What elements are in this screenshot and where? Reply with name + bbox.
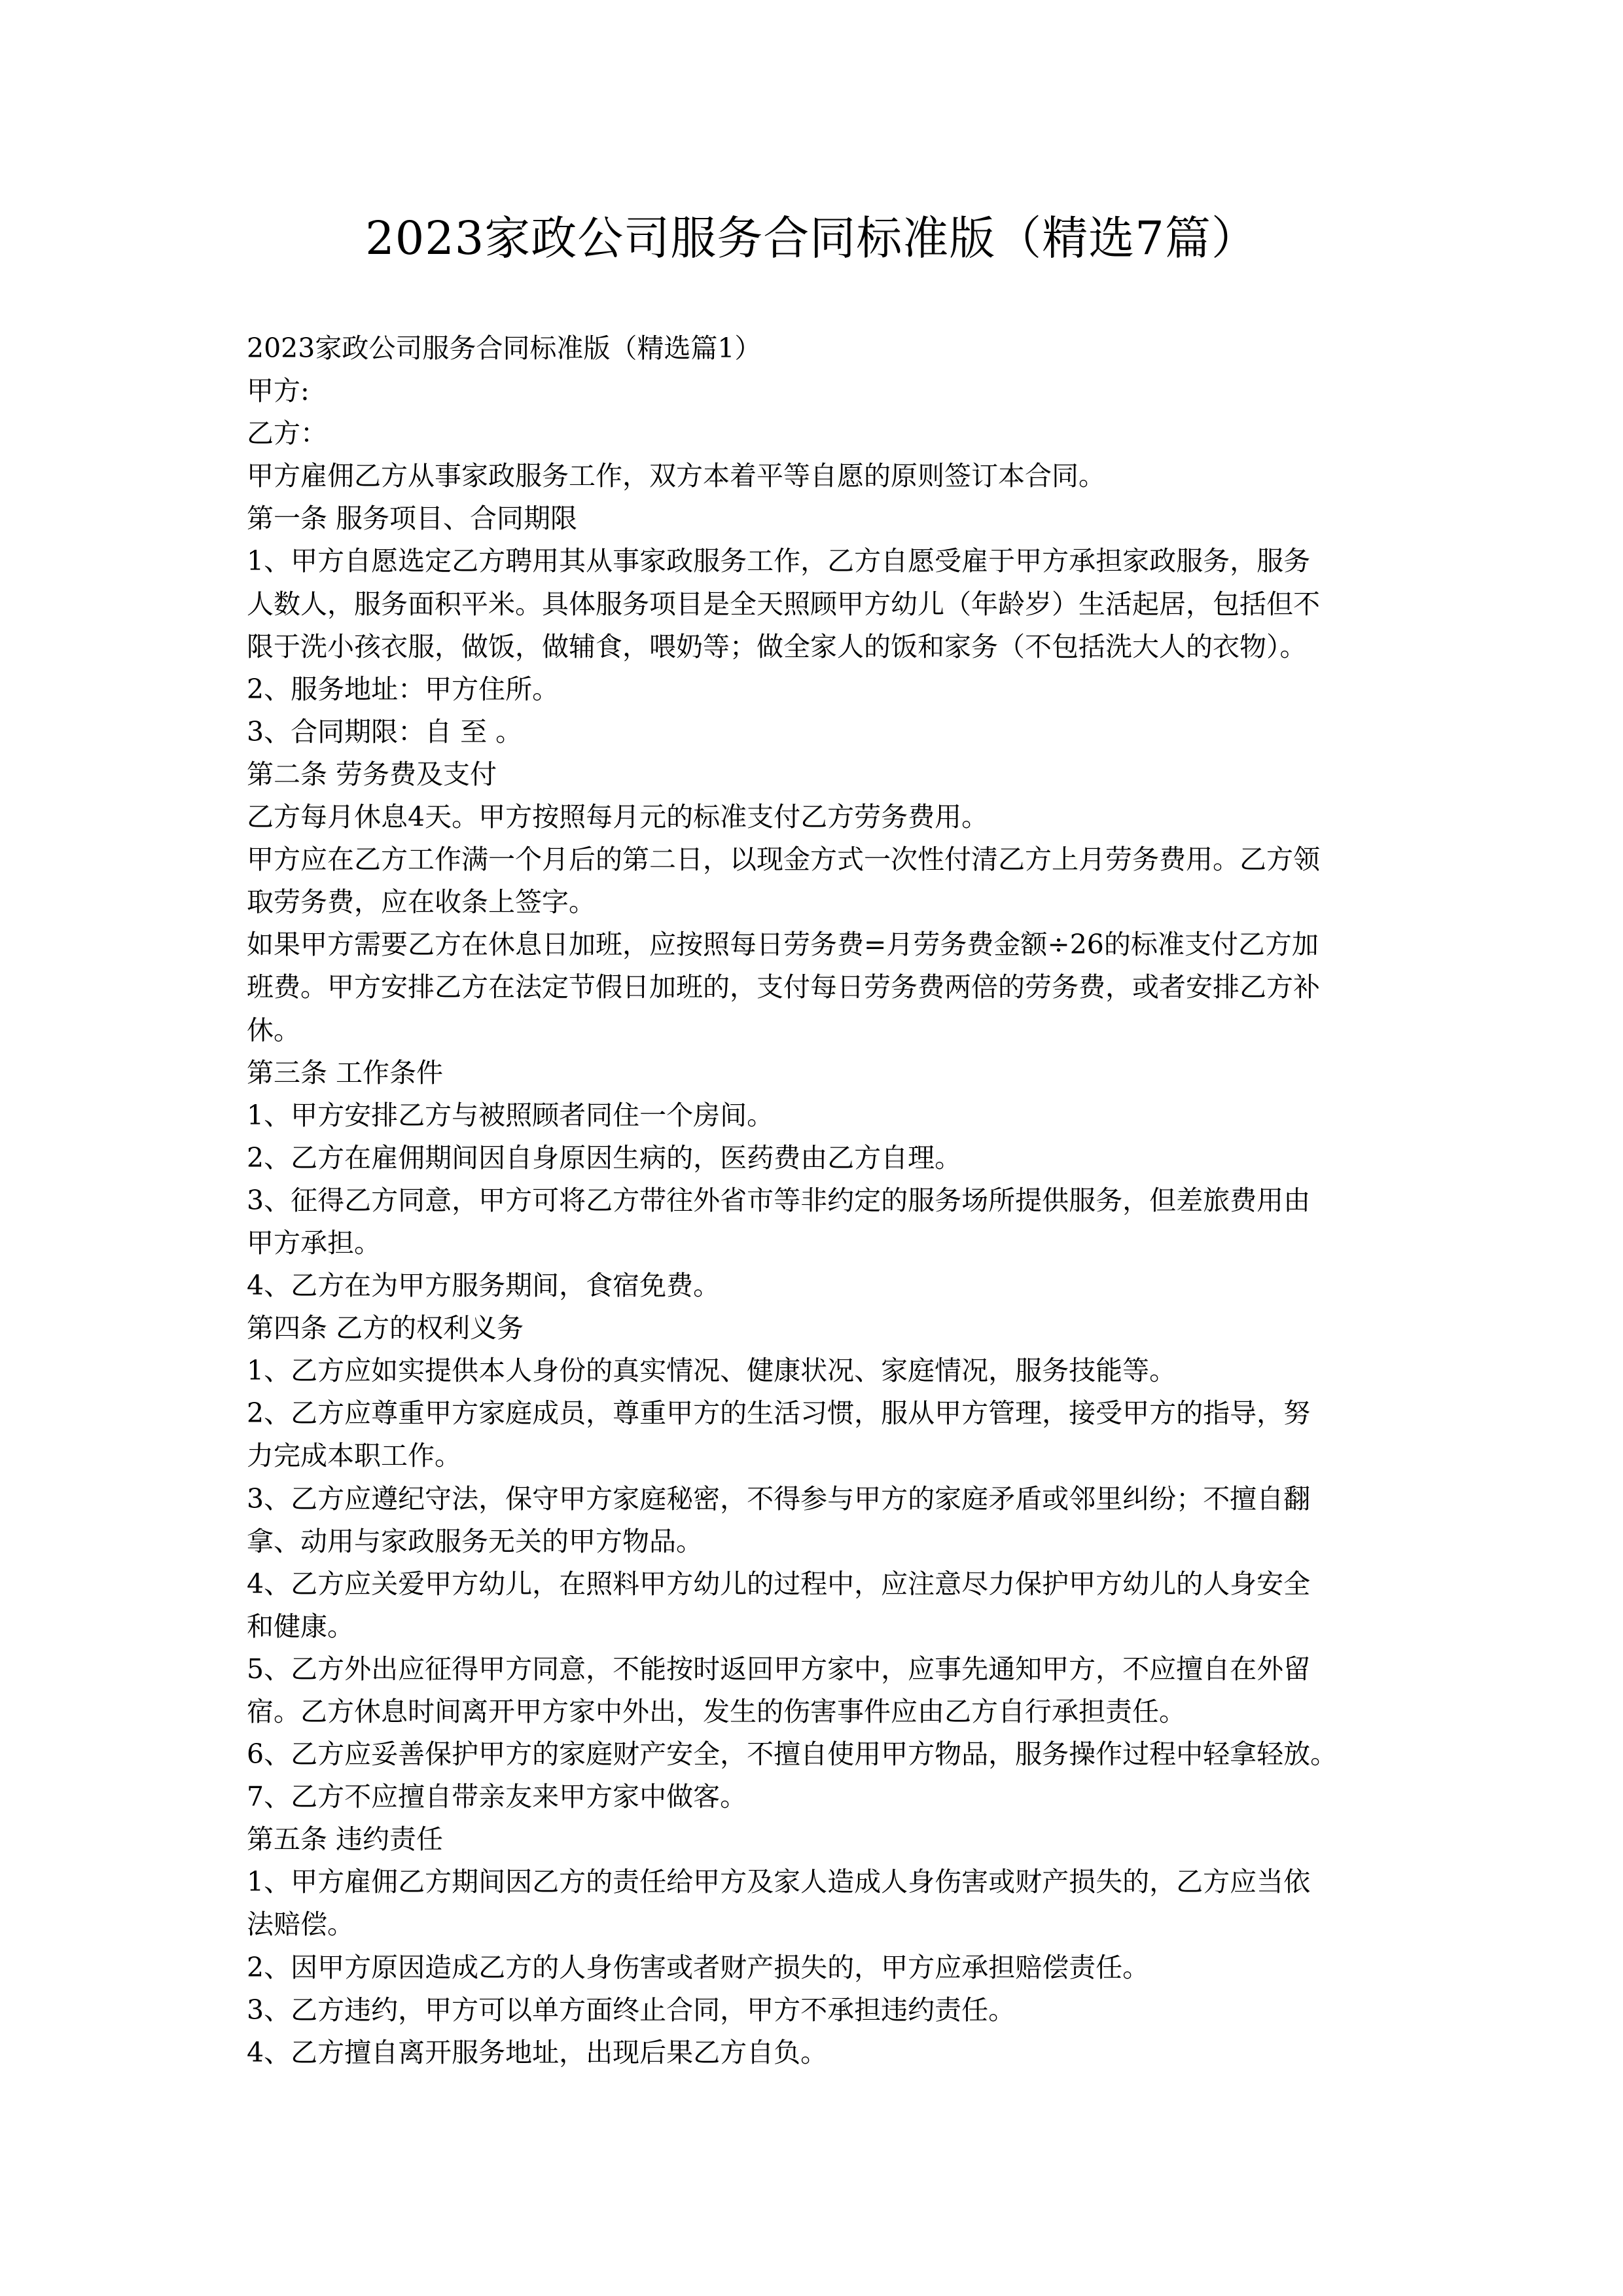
clause-line: 宿。乙方休息时间离开甲方家中外出，发生的伤害事件应由乙方自行承担责任。 (247, 1696, 1186, 1727)
document-body (247, 327, 1385, 2074)
clause-line: 2、乙方在雇佣期间因自身原因生病的，医药费由乙方自理。 (247, 1141, 962, 1174)
clause-4-5 (247, 1648, 1385, 1733)
clause-5-3 (247, 1989, 1385, 2032)
clause-4-2 (247, 1392, 1385, 1477)
clause-line: 休。 (247, 1014, 300, 1046)
article-3 (247, 1052, 1385, 1308)
clause-4-7 (247, 1776, 1385, 1818)
clause-3-1 (247, 1094, 1385, 1137)
clause-line: 2、乙方应尊重甲方家庭成员，尊重甲方的生活习惯，服从甲方管理，接受甲方的指导，努 (247, 1397, 1311, 1429)
clause-1-1 (247, 540, 1385, 668)
clause-line: 班费。甲方安排乙方在法定节假日加班的，支付每日劳务费两倍的劳务费，或者安排乙方补 (247, 971, 1320, 1003)
clause-line: 1、甲方雇佣乙方期间因乙方的责任给甲方及家人造成人身伤害或财产损失的，乙方应当依 (247, 1866, 1311, 1898)
article-2 (247, 753, 1385, 1052)
clause-line: 3、乙方违约，甲方可以单方面终止合同，甲方不承担违约责任。 (247, 1994, 1016, 2026)
clause-line: 4、乙方在为甲方服务期间，食宿免费。 (247, 1270, 721, 1302)
article-5 (247, 1818, 1385, 2074)
clause-5-1 (247, 1861, 1385, 1946)
clause-4-3 (247, 1478, 1385, 1563)
clause-line: 7、乙方不应擅自带亲友来甲方家中做客。 (247, 1781, 747, 1813)
clause-line: 4、乙方应关爱甲方幼儿，在照料甲方幼儿的过程中，应注意尽力保护甲方幼儿的人身安全 (247, 1568, 1311, 1600)
clause-4-1 (247, 1350, 1385, 1392)
article-heading: 第三条 工作条件 (247, 1056, 444, 1088)
clause-5-4 (247, 2032, 1385, 2074)
clause-line: 2、服务地址：甲方住所。 (247, 673, 560, 705)
clause-2-1 (247, 796, 1385, 838)
clause-5-2 (247, 1946, 1385, 1989)
clause-line: 4、乙方擅自离开服务地址，出现后果乙方自负。 (247, 2036, 828, 2068)
article-4 (247, 1307, 1385, 1818)
clause-line: 甲方承担。 (247, 1227, 381, 1259)
clause-3-2 (247, 1137, 1385, 1179)
clause-line: 1、甲方自愿选定乙方聘用其从事家政服务工作，乙方自愿受雇于甲方承担家政服务，服务 (247, 545, 1311, 577)
clause-line: 力完成本职工作。 (247, 1440, 461, 1472)
article-heading: 第四条 乙方的权利义务 (247, 1312, 524, 1344)
clause-line: 取劳务费，应在收条上签字。 (247, 886, 596, 918)
article-heading: 第一条 服务项目、合同期限 (247, 503, 578, 535)
article-heading: 第五条 违约责任 (247, 1823, 444, 1856)
clause-1-2 (247, 668, 1385, 711)
clause-line: 人数人，服务面积平米。具体服务项目是全天照顾甲方幼儿（年龄岁）生活起居，包括但不 (247, 588, 1320, 620)
clause-line: 限于洗小孩衣服，做饭，做辅食，喂奶等；做全家人的饭和家务（不包括洗大人的衣物）。 (247, 630, 1307, 662)
clause-line: 2、因甲方原因造成乙方的人身伤害或者财产损失的，甲方应承担赔偿责任。 (247, 1951, 1150, 1983)
section-subtitle: 2023家政公司服务合同标准版（精选篇1） (247, 332, 762, 364)
document-title: 2023家政公司服务合同标准版（精选7篇） (365, 211, 1258, 265)
clause-line: 5、乙方外出应征得甲方同意，不能按时返回甲方家中，应事先通知甲方，不应擅自在外留 (247, 1653, 1311, 1685)
clause-line: 拿、动用与家政服务无关的甲方物品。 (247, 1525, 703, 1557)
article-1 (247, 497, 1385, 753)
party-b-label: 乙方： (247, 418, 327, 450)
clause-line: 1、甲方安排乙方与被照顾者同住一个房间。 (247, 1099, 774, 1131)
clause-line: 甲方应在乙方工作满一个月后的第二日，以现金方式一次性付清乙方上月劳务费用。乙方领 (247, 844, 1320, 876)
clause-line: 如果甲方需要乙方在休息日加班，应按照每日劳务费=月劳务费金额÷26的标准支付乙方加 (247, 929, 1319, 961)
clause-4-6 (247, 1733, 1385, 1776)
clause-line: 3、乙方应遵纪守法，保守甲方家庭秘密，不得参与甲方的家庭矛盾或邻里纠纷；不擅自翻 (247, 1482, 1311, 1515)
clause-line: 法赔偿。 (247, 1909, 354, 1941)
clause-line: 6、乙方应妥善保护甲方的家庭财产安全，不擅自使用甲方物品，服务操作过程中轻拿轻放。 (247, 1738, 1338, 1770)
clause-2-2 (247, 838, 1385, 924)
clause-3-3 (247, 1179, 1385, 1265)
clause-line: 1、乙方应如实提供本人身份的真实情况、健康状况、家庭情况，服务技能等。 (247, 1355, 1177, 1387)
clause-line: 3、征得乙方同意，甲方可将乙方带往外省市等非约定的服务场所提供服务，但差旅费用由 (247, 1184, 1311, 1216)
party-a-label: 甲方: (247, 375, 310, 407)
clause-2-3 (247, 924, 1385, 1051)
clause-line: 乙方每月休息4天。甲方按照每月元的标准支付乙方劳务费用。 (247, 801, 989, 833)
clause-4-4 (247, 1563, 1385, 1648)
clause-1-3 (247, 711, 1385, 753)
clause-line: 和健康。 (247, 1610, 354, 1642)
intro-paragraph: 甲方雇佣乙方从事家政服务工作，双方本着平等自愿的原则签订本合同。 (247, 460, 1105, 492)
clause-line: 3、合同期限：自 至 。 (247, 715, 523, 747)
article-heading: 第二条 劳务费及支付 (247, 758, 497, 790)
clause-3-4 (247, 1265, 1385, 1307)
